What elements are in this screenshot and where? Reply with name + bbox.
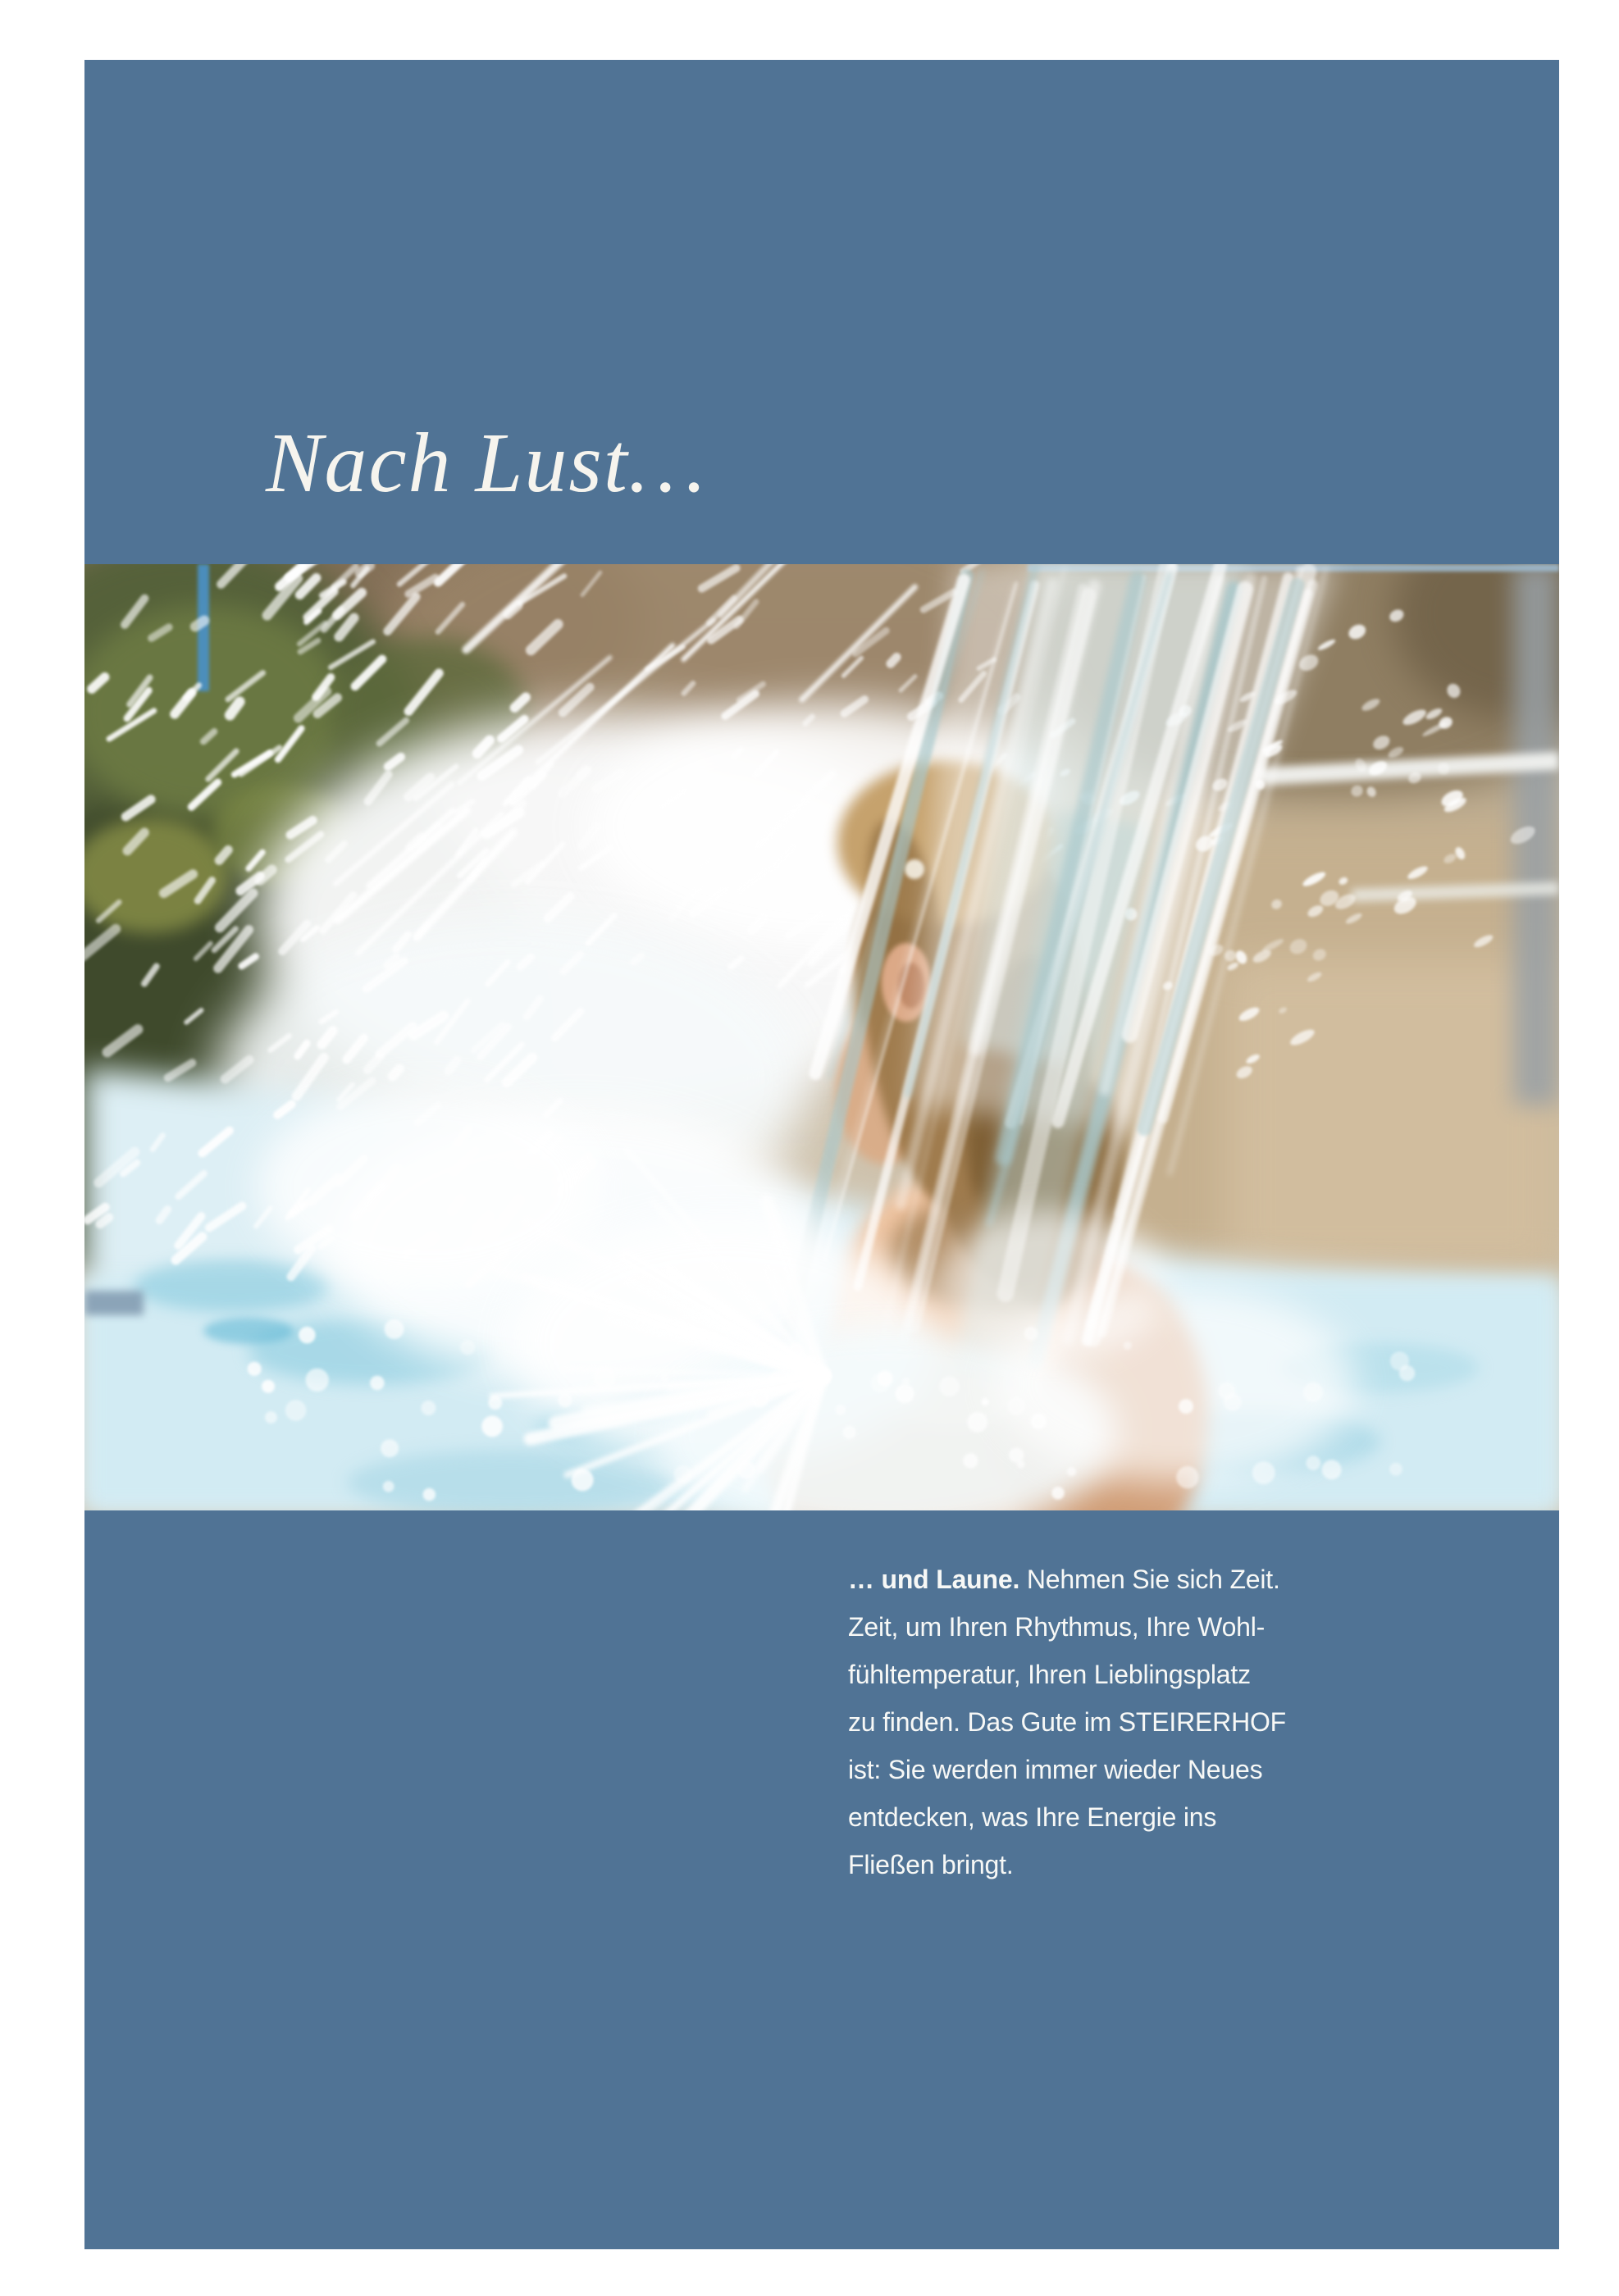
footer-paragraph [848,1556,1286,1888]
text-line: Fließen bringt. [848,1850,1014,1879]
text-line: zu finden. Das Gute im STEIRERHOF [848,1707,1287,1737]
text-line-rest: Nehmen Sie sich Zeit. [1026,1565,1280,1594]
text-line [848,1556,1286,1603]
text-line: fühltemperatur, Ihren Lieblingsplatz [848,1660,1251,1689]
page-title: Nach Lust… [266,416,707,510]
text-line: Zeit, um Ihren Rhythmus, Ihre Wohl- [848,1612,1266,1642]
blue-panel [84,60,1559,2249]
photo-illustration [84,564,1559,1510]
footer-band [84,1510,1559,2249]
header-band [84,60,1559,564]
text-line: entdecken, was Ihre Energie ins [848,1802,1217,1832]
hair-clip [905,859,924,879]
text-line: ist: Sie werden immer wieder Neues [848,1755,1263,1784]
lead-phrase: … und Laune. [848,1565,1020,1594]
pool-waterfall-photo [84,564,1559,1510]
